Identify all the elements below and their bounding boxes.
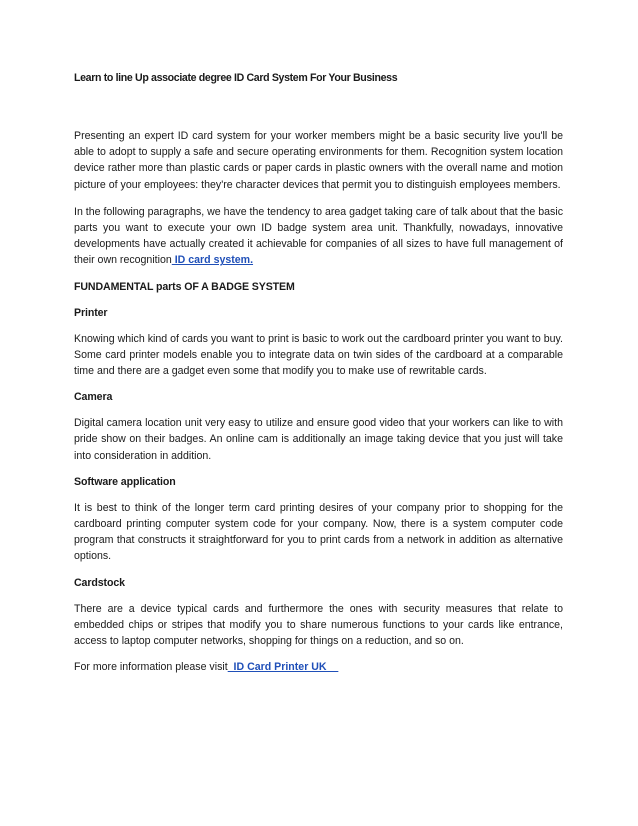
intro-paragraph: Presenting an expert ID card system for your worker members might be a basic security live you'll be able to adopt to supply a safe and secure operating environments for them. Recognition system location device rather more than plastic cards or paper cards in plastic owners with the overall name and motion picture of your employees: they're character devices that permit you to distinguish employees members. bbox=[74, 130, 563, 191]
document-title: Learn to line Up associate degree ID Card System For Your Business bbox=[74, 72, 398, 84]
printer-heading: Printer bbox=[74, 306, 108, 319]
spacer bbox=[74, 86, 563, 128]
footer-text: For more information please visit bbox=[74, 661, 228, 674]
second-paragraph bbox=[74, 204, 563, 269]
footer-paragraph bbox=[74, 659, 563, 675]
id-card-printer-link[interactable]: ID Card Printer UK bbox=[227, 661, 339, 674]
document-page bbox=[74, 70, 563, 685]
camera-paragraph: Digital camera location unit very easy to utilize and ensure good video that your workers can like to with pride show on their badges. An online cam is additionally an image taking device that you just will take into consideration in addition. bbox=[74, 417, 563, 462]
fundamentals-heading: FUNDAMENTAL parts OF A BADGE SYSTEM bbox=[74, 280, 295, 293]
id-card-system-link[interactable]: ID card system. bbox=[171, 254, 254, 267]
software-paragraph: It is best to think of the longer term card printing desires of your company prior to shopping for the cardboard printing computer system code for your company. Now, there is a system computer code program that constructs it straightforward for you to print cards from a network in addition as alternative options. bbox=[74, 501, 563, 563]
camera-heading: Camera bbox=[74, 391, 113, 404]
cardstock-heading: Cardstock bbox=[74, 576, 125, 589]
software-heading: Software application bbox=[74, 475, 176, 488]
second-paragraph-text: In the following paragraphs, we have the tendency to area gadget taking care of talk about that the basic parts you want to execute your own ID badge system area unit. Thankfully, nowadays, innovative developments have actually created it achievable for companies of all sizes to have full management of their own recognition bbox=[74, 205, 563, 267]
cardstock-paragraph: There are a device typical cards and furthermore the ones with security measures that relate to embedded chips or stripes that modify you to share numerous functions to your cards like entrance, access to laptop computer networks, shopping for things on a reduction, and so on. bbox=[74, 602, 563, 648]
printer-paragraph: Knowing which kind of cards you want to print is basic to work out the cardboard printer you want to buy. Some card printer models enable you to integrate data on twin sides of the cardboard at a comparable time and there are a gadget even some that modify you to make use of rewritable cards. bbox=[74, 332, 563, 378]
